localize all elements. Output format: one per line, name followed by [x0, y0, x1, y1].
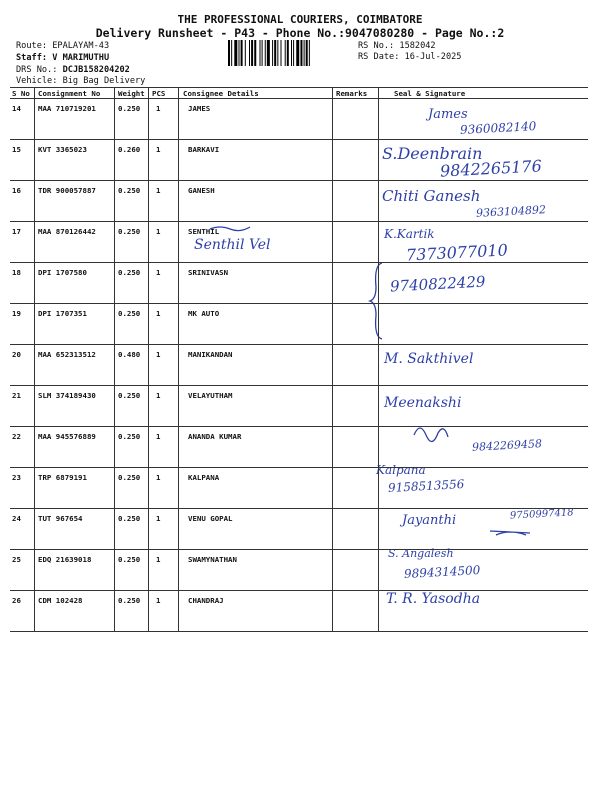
column-rule [114, 87, 115, 631]
cell-sno: 15 [12, 145, 21, 154]
barcode-bar [245, 40, 246, 66]
barcode-bar [234, 40, 237, 66]
column-rule [332, 87, 333, 631]
cell-sno: 20 [12, 350, 21, 359]
cell-pcs: 1 [156, 514, 161, 523]
cell-sno: 14 [12, 104, 21, 113]
row-rule [10, 180, 588, 181]
cell-weight: 0.250 [118, 473, 141, 482]
row-rule [10, 508, 588, 509]
barcode-bar [304, 40, 305, 66]
row-rule [10, 262, 588, 263]
handwritten-r17-name: K.Kartik [384, 227, 435, 241]
barcode-bar [291, 40, 292, 66]
barcode-bar [274, 40, 276, 66]
cell-consignee: VELAYUTHAM [188, 391, 233, 400]
cell-sno: 26 [12, 596, 21, 605]
cell-weight: 0.250 [118, 514, 141, 523]
cell-weight: 0.260 [118, 145, 141, 154]
handwritten-r23-phone: 9158513556 [387, 477, 465, 495]
barcode-bar [265, 40, 266, 66]
cell-consignment: SLM 374189430 [38, 391, 96, 400]
handwritten-r17-phone: 7373077010 [405, 240, 509, 265]
barcode-bar [260, 40, 261, 66]
column-rule [378, 87, 379, 631]
col-signature-header: Seal & Signature [394, 89, 466, 98]
loop-mark [414, 428, 448, 442]
cell-consignee: ANANDA KUMAR [188, 432, 242, 441]
row-rule [10, 303, 588, 304]
barcode-bar [277, 40, 278, 66]
barcode-bar [262, 40, 263, 66]
cell-sno: 23 [12, 473, 21, 482]
scribble-mark [210, 227, 250, 231]
cell-consignment: MAA 945576889 [38, 432, 96, 441]
handwritten-r24-phone: 9750997418 [509, 507, 574, 522]
cell-consignment: CDM 102428 [38, 596, 83, 605]
cell-consignee: SWAMYNATHAN [188, 555, 237, 564]
barcode-bar [293, 40, 294, 66]
cell-pcs: 1 [156, 309, 161, 318]
barcode [228, 40, 350, 66]
barcode-bar [272, 40, 273, 66]
handwritten-r26-name: T. R. Yasodha [386, 591, 481, 607]
header-rule [10, 98, 588, 99]
cell-consignee: VENU GOPAL [188, 514, 233, 523]
barcode-bar [241, 40, 243, 66]
drs-label: DRS No.: [16, 65, 58, 75]
row-rule [10, 385, 588, 386]
row-rule [10, 549, 588, 550]
cell-weight: 0.250 [118, 432, 141, 441]
cell-weight: 0.480 [118, 350, 141, 359]
col-remarks-header: Remarks [336, 89, 368, 98]
handwritten-r17-consignee-note: Senthil Vel [194, 237, 271, 253]
staff-label: Staff: V MARIMUTHU [16, 53, 110, 63]
handwritten-r20-name: M. Sakthivel [384, 351, 474, 367]
barcode-bar [267, 40, 270, 66]
cell-pcs: 1 [156, 145, 161, 154]
route-label: Route: EPALAYAM-43 [16, 41, 110, 51]
row-rule [10, 426, 588, 427]
drs-number [16, 65, 130, 75]
cell-weight: 0.250 [118, 309, 141, 318]
cell-consignee: SENTHIL [188, 227, 220, 236]
cell-sno: 18 [12, 268, 21, 277]
barcode-bar [254, 40, 256, 66]
handwritten-r14-name: James [428, 107, 468, 122]
cell-consignee: MANIKANDAN [188, 350, 233, 359]
handwritten-r15-phone: 9842265176 [439, 156, 543, 181]
cell-consignment: TUT 967654 [38, 514, 83, 523]
cell-consignee: MK AUTO [188, 309, 220, 318]
col-consignment-header: Consignment No [38, 89, 101, 98]
cell-consignee: JAMES [188, 104, 211, 113]
cell-weight: 0.250 [118, 186, 141, 195]
handwritten-r18-phone: 9740822429 [389, 272, 486, 296]
cell-sno: 16 [12, 186, 21, 195]
cell-consignment: EDQ 21639018 [38, 555, 92, 564]
drs-value: DCJB158204202 [62, 65, 130, 75]
cell-sno: 24 [12, 514, 21, 523]
cell-weight: 0.250 [118, 104, 141, 113]
col-sno-header: S No [12, 89, 30, 98]
cell-pcs: 1 [156, 350, 161, 359]
row-rule [10, 344, 588, 345]
cell-pcs: 1 [156, 227, 161, 236]
cell-pcs: 1 [156, 391, 161, 400]
barcode-bar [249, 40, 250, 66]
cell-pcs: 1 [156, 186, 161, 195]
column-rule [178, 87, 179, 631]
col-consignee-header: Consignee Details [183, 89, 259, 98]
strike-mark [490, 531, 530, 535]
barcode-bar [287, 40, 289, 66]
cell-consignee: SRINIVASN [188, 268, 229, 277]
ink-marks [10, 87, 588, 629]
cell-sno: 21 [12, 391, 21, 400]
row-rule [10, 139, 588, 140]
row-rule [10, 467, 588, 468]
barcode-bar [231, 40, 232, 66]
column-rule [148, 87, 149, 631]
rs-number: RS No.: 1582042 [358, 41, 436, 51]
cell-consignee: BARKAVI [188, 145, 220, 154]
company-title: THE PROFESSIONAL COURIERS, COIMBATORE [177, 13, 423, 26]
cell-sno: 17 [12, 227, 21, 236]
cell-weight: 0.250 [118, 268, 141, 277]
handwritten-r16-phone: 9363104892 [475, 203, 547, 220]
handwritten-r22-phone: 9842269458 [471, 437, 543, 454]
barcode-bar [228, 40, 230, 66]
cell-sno: 22 [12, 432, 21, 441]
cell-sno: 19 [12, 309, 21, 318]
barcode-bar [239, 40, 240, 66]
table-top-rule [10, 87, 588, 88]
barcode-bar [306, 40, 308, 66]
handwritten-r21-name: Meenakshi [384, 395, 462, 411]
cell-consignment: MAA 652313512 [38, 350, 96, 359]
cell-pcs: 1 [156, 473, 161, 482]
handwritten-r25-phone: 9894314500 [403, 563, 481, 581]
row-rule [10, 221, 588, 222]
cell-pcs: 1 [156, 268, 161, 277]
col-pcs-header: PCS [152, 89, 166, 98]
barcode-bar [285, 40, 286, 66]
runsheet-subtitle: Delivery Runsheet - P43 - Phone No.:9047080280 - Page No.:2 [95, 26, 505, 40]
row-rule [10, 590, 588, 591]
cell-sno: 25 [12, 555, 21, 564]
handwritten-r14-phone: 9360082140 [459, 119, 537, 137]
cell-consignment: KVT 3365023 [38, 145, 87, 154]
barcode-bar [309, 40, 310, 66]
cell-pcs: 1 [156, 104, 161, 113]
vehicle-label: Vehicle: Big Bag Delivery [16, 76, 146, 86]
handwritten-r23-name: Kalpana [376, 463, 426, 477]
cell-weight: 0.250 [118, 596, 141, 605]
col-weight-header: Weight [118, 89, 145, 98]
barcode-bar [300, 40, 302, 66]
cell-consignment: MAA 710719201 [38, 104, 96, 113]
barcode-bar [296, 40, 299, 66]
cell-consignment: DPI 1707351 [38, 309, 87, 318]
rs-date: RS Date: 16-Jul-2025 [358, 52, 462, 62]
cell-consignment: MAA 870126442 [38, 227, 96, 236]
cell-weight: 0.250 [118, 555, 141, 564]
handwritten-r16-name: Chiti Ganesh [382, 187, 481, 205]
handwritten-r25-name: S. Angalesh [388, 547, 454, 560]
handwritten-r15-name: S.Deenbrain [382, 144, 483, 163]
column-rule [34, 87, 35, 631]
cell-pcs: 1 [156, 596, 161, 605]
cell-weight: 0.250 [118, 391, 141, 400]
row-rule [10, 631, 588, 632]
cell-consignee: GANESH [188, 186, 215, 195]
cell-weight: 0.250 [118, 227, 141, 236]
barcode-bar [251, 40, 253, 66]
runsheet-table [10, 87, 588, 629]
cell-consignment: DPI 1707580 [38, 268, 87, 277]
cell-consignment: TRP 6879191 [38, 473, 87, 482]
cell-consignment: TDR 900057887 [38, 186, 96, 195]
bracket-mark [370, 263, 382, 339]
cell-pcs: 1 [156, 432, 161, 441]
cell-pcs: 1 [156, 555, 161, 564]
cell-consignee: CHANDRAJ [188, 596, 224, 605]
handwritten-r24-name: Jayanthi [402, 513, 457, 528]
cell-consignee: KALPANA [188, 473, 220, 482]
barcode-bar [281, 40, 282, 66]
